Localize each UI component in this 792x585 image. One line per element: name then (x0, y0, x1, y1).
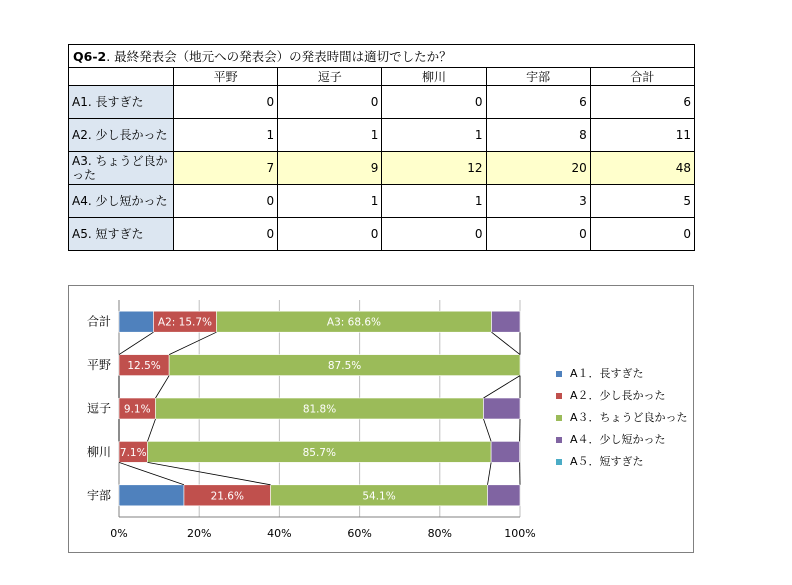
bar-segment (119, 311, 153, 332)
series-line (484, 419, 492, 441)
table-cell: 0 (278, 218, 382, 251)
table-cell: 0 (174, 218, 278, 251)
row-label: A5. 短すぎた (69, 218, 174, 251)
header-row (69, 68, 695, 86)
table-cell: 1 (382, 119, 486, 152)
row-label: A3. ちょうど良かった (69, 152, 174, 185)
series-line (119, 462, 184, 484)
table-cell: 11 (590, 119, 694, 152)
table-row (69, 86, 695, 119)
table-row-highlighted (69, 152, 695, 185)
chart-canvas (69, 286, 693, 552)
table-title (69, 45, 695, 68)
x-tick-label: 0% (110, 527, 128, 540)
legend-swatch (556, 393, 562, 399)
table-cell: 5 (590, 185, 694, 218)
series-line (147, 462, 270, 484)
series-line (155, 376, 169, 398)
table-row (69, 185, 695, 218)
table-row (69, 119, 695, 152)
row-label: A4. 少し短かった (69, 185, 174, 218)
header-yanagawa: 柳川 (382, 68, 486, 86)
legend-entry: A１．長すぎた (570, 367, 644, 380)
bar-segment (119, 485, 184, 506)
series-line (147, 419, 155, 441)
x-tick-label: 80% (427, 527, 453, 540)
row-label: A2. 少し長かった (69, 119, 174, 152)
legend-swatch (556, 437, 562, 443)
question-text: . 最終発表会（地元への発表会）の発表時間は適切でしたか？ (106, 49, 452, 64)
header-empty (69, 68, 174, 86)
x-tick-label: 100% (504, 527, 536, 540)
legend-swatch (556, 371, 562, 377)
header-zushi: 逗子 (278, 68, 382, 86)
series-line (119, 332, 153, 354)
series-line (484, 376, 520, 398)
category-label: 平野 (86, 358, 111, 373)
header-hirano: 平野 (174, 68, 278, 86)
data-label: 54.1% (362, 490, 396, 503)
table-cell: 9 (278, 152, 382, 185)
table-cell: 12 (382, 152, 486, 185)
table-cell: 0 (174, 86, 278, 119)
data-label: 12.5% (127, 360, 161, 373)
table-cell: 0 (486, 218, 590, 251)
series-line (492, 332, 520, 354)
data-label: 81.8% (302, 403, 337, 416)
stacked-bar-chart (68, 285, 694, 553)
table-cell: 0 (382, 86, 486, 119)
table-cell: 0 (590, 218, 694, 251)
legend-swatch (556, 459, 562, 465)
table-cell: 0 (278, 86, 382, 119)
table-cell: 1 (278, 185, 382, 218)
series-line (169, 332, 216, 354)
x-tick-label: 20% (186, 527, 212, 540)
series-line (488, 462, 492, 484)
category-label: 宇部 (86, 488, 111, 503)
data-label: 85.7% (302, 446, 336, 459)
table-cell: 8 (486, 119, 590, 152)
table-cell: 20 (486, 152, 590, 185)
header-ube: 宇部 (486, 68, 590, 86)
header-total: 合計 (590, 68, 694, 86)
legend-swatch (556, 415, 562, 421)
bar-segment (492, 311, 520, 332)
bar-segment (491, 441, 519, 462)
data-label: 9.1% (123, 403, 151, 416)
table-cell: 7 (174, 152, 278, 185)
table-cell: 1 (278, 119, 382, 152)
survey-table (68, 44, 695, 251)
bar-segment (488, 485, 520, 506)
data-label: 7.1% (119, 446, 147, 459)
data-label: A2: 15.7% (157, 316, 213, 329)
category-label: 柳川 (86, 444, 111, 459)
table-cell: 6 (486, 86, 590, 119)
legend-entry: A３．ちょうど良かった (570, 411, 688, 424)
table-cell: 0 (382, 218, 486, 251)
table-cell: 48 (590, 152, 694, 185)
legend-entry: A５．短すぎた (570, 455, 644, 468)
x-tick-label: 40% (267, 527, 292, 540)
data-label: A3: 68.6% (326, 316, 382, 329)
bar-segment (484, 398, 520, 419)
table-cell: 1 (174, 119, 278, 152)
question-code: Q6-2 (73, 49, 107, 64)
table-cell: 3 (486, 185, 590, 218)
x-tick-label: 60% (347, 527, 372, 540)
data-label: 87.5% (327, 360, 362, 373)
legend-entry: A４．少し短かった (570, 433, 666, 446)
table-cell: 6 (590, 86, 694, 119)
legend-entry: A２．少し長かった (570, 389, 666, 402)
table-cell: 0 (174, 185, 278, 218)
table-row (69, 218, 695, 251)
category-label: 逗子 (86, 401, 111, 416)
row-label: A1. 長すぎた (69, 86, 174, 119)
table-cell: 1 (382, 185, 486, 218)
category-label: 合計 (86, 314, 111, 329)
data-label: 21.6% (210, 490, 244, 503)
